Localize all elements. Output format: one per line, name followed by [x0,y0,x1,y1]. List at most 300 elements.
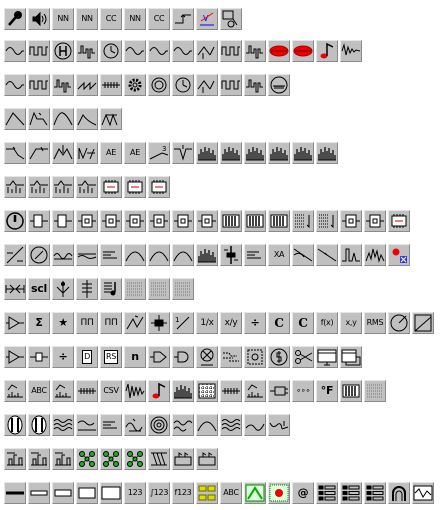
integrator-button[interactable] [148,312,170,334]
recorder-button[interactable] [4,380,26,402]
constant-label: C [274,316,284,330]
network-node-button[interactable] [52,8,74,30]
n-counter-label: n [131,350,139,363]
module-icon [173,211,193,231]
amplifier-button[interactable] [4,312,26,334]
comparator-button[interactable] [148,346,170,368]
grid-icon [197,381,217,401]
x-over-y-button[interactable] [220,312,242,334]
playback-button[interactable] [52,380,74,402]
window-bracket-2-button[interactable] [196,448,218,470]
ap-icon [77,143,97,163]
waveform-button[interactable] [124,380,146,402]
notch-button[interactable] [172,142,194,164]
fahrenheit-button[interactable] [316,380,338,402]
network-2-button[interactable] [100,448,122,470]
graph-icon [29,449,49,469]
numeric-f123-b-button[interactable] [172,482,194,504]
spectrum-5-button[interactable] [292,142,314,164]
dots-line-button[interactable] [292,380,314,402]
rect-thin-button[interactable] [28,482,50,504]
music-note-button[interactable] [316,40,338,62]
rect-medium-button[interactable] [52,482,74,504]
color-code-b-button[interactable] [148,8,170,30]
window-button[interactable] [340,346,362,368]
scale-button[interactable] [28,278,50,300]
constant-2-label: C [298,316,308,330]
chip-3-button[interactable] [148,176,170,198]
rampup-icon [197,41,217,61]
envelope-multi-button[interactable] [100,108,122,130]
amp-icon [5,347,25,367]
divider-button[interactable] [52,346,74,368]
rdot-icon [269,483,289,503]
third-octave-button[interactable] [148,142,170,164]
numeric-f123-label: ∫123 [149,488,169,497]
chip-1-button[interactable] [100,176,122,198]
filterbank-2-button[interactable] [28,176,50,198]
lines-button[interactable] [100,244,122,266]
line-thick-button[interactable] [4,482,26,504]
pulse-2-button[interactable] [52,74,74,96]
peakw-icon [341,245,361,265]
waves-icon [53,415,73,435]
lines-icon [101,245,121,265]
wave-line-button[interactable] [100,414,122,436]
filterbank-3-button[interactable] [52,176,74,198]
network-node-multi-label: NN [81,14,93,23]
note-icon [317,41,337,61]
function-button[interactable] [316,312,338,334]
bars-icon [197,245,217,265]
saw-icon [77,75,97,95]
color-code-button[interactable] [100,8,122,30]
square-2-button[interactable] [28,74,50,96]
square-icon [29,75,49,95]
triangle-pair-label: XA [273,250,285,259]
ticks-3-button[interactable] [220,380,242,402]
sum-button[interactable] [28,312,50,334]
pi-pi-button[interactable] [76,312,98,334]
atten-icon [173,313,193,333]
arch-icon [125,245,145,265]
spectrum-3-button[interactable] [244,142,266,164]
envelope-adsr-button[interactable] [28,108,50,130]
delay-icon [53,211,73,231]
spiral-2-button[interactable] [148,74,170,96]
module-3-button[interactable] [124,210,146,232]
decay-wave-button[interactable] [340,40,362,62]
diagonal-wave-button[interactable] [292,244,314,266]
lowpass-button[interactable] [4,142,26,164]
equalizer-button[interactable] [100,142,122,164]
bandpass-button[interactable] [52,142,74,164]
wave-arch-3-button[interactable] [172,244,194,266]
highpass-button[interactable] [28,142,50,164]
csv-button[interactable] [100,380,122,402]
dots-icon [149,279,169,299]
squiggle-icon [173,415,193,435]
green-arrow-button[interactable] [244,482,266,504]
bars-icon [221,143,241,163]
blank-3-button[interactable] [172,278,194,300]
module-icon [125,211,145,231]
abc-label: ABC [31,386,47,395]
list-3-button[interactable] [364,482,386,504]
wbracket-icon [173,449,193,469]
module-5-button[interactable] [172,210,194,232]
module-icon [341,211,361,231]
bars-icon [173,381,193,401]
sine-b-button[interactable] [124,40,146,62]
amp-icon [5,313,25,333]
colordot-icon [389,245,409,265]
lp-icon [5,143,25,163]
blank-1-button[interactable] [124,278,146,300]
rack-3-button[interactable] [268,210,290,232]
rect-xl-button[interactable] [100,482,122,504]
chip-2-button[interactable] [124,176,146,198]
arch-icon [173,245,193,265]
microphone-button[interactable] [4,8,26,30]
bracket-icon [5,415,25,435]
lips-red-button[interactable] [268,40,290,62]
triangle-pair-button[interactable] [268,244,290,266]
colored-dot-button[interactable] [388,244,410,266]
delay-button[interactable] [28,210,50,232]
stopwatch-2-button[interactable] [172,74,194,96]
envelope-peak-button[interactable] [52,108,74,130]
diode-button[interactable] [28,346,50,368]
h-bridge-button[interactable] [52,40,74,62]
plug-button[interactable] [268,380,290,402]
gear-icon [125,75,145,95]
fb-icon [5,177,25,197]
constant-button[interactable] [268,312,290,334]
rs-flipflop-button[interactable] [100,346,122,368]
spectrum-6-button[interactable] [316,142,338,164]
fb-icon [53,177,73,197]
waves-stack-button[interactable] [52,414,74,436]
garrow-icon [245,483,265,503]
d-flipflop-button[interactable] [76,346,98,368]
grid-display-button[interactable] [196,380,218,402]
rack-2-button[interactable] [244,210,266,232]
ticks-2-button[interactable] [100,74,122,96]
monitor-icon [317,347,337,367]
xy-label: x,y [345,318,357,327]
rms-button[interactable] [364,312,386,334]
divider-label: ÷ [58,350,68,363]
yellow-blocks-button[interactable] [196,482,218,504]
graph-3-button[interactable] [52,448,74,470]
wave-arch-2-button[interactable] [148,244,170,266]
oscilloscope-probe-button[interactable] [220,8,242,30]
sawtooth-2-button[interactable] [76,74,98,96]
power-button[interactable] [4,210,26,232]
notes-icon [101,279,121,299]
divide-button[interactable] [244,312,266,334]
env1-icon [5,109,25,129]
histogram-button[interactable] [196,244,218,266]
noise-button[interactable] [364,244,386,266]
module-4-button[interactable] [148,210,170,232]
x-over-y-label: x/y [224,318,238,328]
hcircle-icon [53,41,73,61]
filterbank-4-button[interactable] [76,176,98,198]
music-note-2-button[interactable] [148,380,170,402]
square-2b-button[interactable] [220,74,242,96]
pattern-button[interactable] [220,346,242,368]
merge-button[interactable] [76,278,98,300]
reciprocal-label: 1/x [200,318,214,328]
rect3-icon [77,483,97,503]
wave-bump-button[interactable] [244,414,266,436]
sine-icon [5,75,25,95]
flash-button[interactable] [244,346,266,368]
ramp-up-button[interactable] [196,40,218,62]
numeric-f123-b-label: f123 [174,488,192,497]
wave-step-button[interactable] [76,414,98,436]
slope-button[interactable] [316,244,338,266]
spectrum-4-button[interactable] [268,142,290,164]
sine-icon [149,41,169,61]
dots-panel-button[interactable] [364,380,386,402]
bracket-red-button[interactable] [28,414,50,436]
and-gate-button[interactable] [172,346,194,368]
spiral-icon [149,75,169,95]
network-node-b-button[interactable] [124,8,146,30]
diff-icon [125,313,145,333]
voltage-meter-button[interactable] [196,8,218,30]
square-button[interactable] [28,40,50,62]
pulse-button[interactable] [76,40,98,62]
bars-icon [197,143,217,163]
triangle-box-button[interactable] [412,312,434,334]
histogram-2-button[interactable] [172,380,194,402]
cancel-icon [197,347,217,367]
plug-icon [269,381,289,401]
rings-icon [149,415,169,435]
ring-button[interactable] [28,244,50,266]
bars-icon [269,143,289,163]
sum-label: Σ [35,316,43,329]
pulse-b-button[interactable] [244,40,266,62]
envelope-decay-button[interactable] [76,108,98,130]
network-node-multi-button[interactable] [76,8,98,30]
speaker-button[interactable] [28,8,50,30]
noise-icon [365,245,385,265]
split-button[interactable] [52,278,74,300]
n-counter-button[interactable] [124,346,146,368]
blank-2-button[interactable] [148,278,170,300]
stripes-icon [149,449,169,469]
scope-icon [413,483,433,503]
peak-wave-button[interactable] [340,244,362,266]
clock-icon [173,75,193,95]
bracket-icon [29,415,49,435]
recorder-icon [5,381,25,401]
cancel-button[interactable] [196,346,218,368]
recorder-icon [53,381,73,401]
color-code-b-label: CC [153,14,165,23]
angle-icon [389,313,409,333]
rms-label: RMS [366,318,384,327]
module-2-button[interactable] [100,210,122,232]
network-3-button[interactable] [124,448,146,470]
abc-button[interactable] [28,380,50,402]
delay-2-button[interactable] [52,210,74,232]
integ-icon [149,313,169,333]
gear-2-button[interactable] [124,74,146,96]
dish-2-button[interactable] [268,74,290,96]
numeric-123-button[interactable] [124,482,146,504]
scope-button[interactable] [412,482,434,504]
sine-2-button[interactable] [4,74,26,96]
xy-button[interactable] [340,312,362,334]
equalizer-2-button[interactable] [124,142,146,164]
arch-gate-button[interactable] [388,482,410,504]
rings-button[interactable] [148,414,170,436]
red-dot-box-button[interactable] [268,482,290,504]
wave-hill-button[interactable] [196,414,218,436]
list-1-button[interactable] [316,482,338,504]
reciprocal-button[interactable] [196,312,218,334]
rect4-icon [101,483,121,503]
merge-icon [77,279,97,299]
clock-icon [101,41,121,61]
at-sign-button[interactable] [292,482,314,504]
delay-icon [29,211,49,231]
bars-icon [245,143,265,163]
connector-button[interactable] [4,278,26,300]
lips-red-b-button[interactable] [292,40,314,62]
filterbank-1-button[interactable] [4,176,26,198]
matrix-2-button[interactable] [316,210,338,232]
allpass-button[interactable] [76,142,98,164]
conn-icon [5,279,25,299]
rack-4-button[interactable] [340,380,362,402]
module-8-button[interactable] [364,210,386,232]
slope-icon [317,245,337,265]
wave-sine-button[interactable] [124,414,146,436]
yblocks-icon [197,483,217,503]
wave-flat-button[interactable] [76,244,98,266]
notes-button[interactable] [100,278,122,300]
list-2-button[interactable] [340,482,362,504]
sine-d-button[interactable] [172,40,194,62]
pi-pi-label: ΠΠ [80,318,94,328]
network-green-button[interactable] [76,448,98,470]
mixer-button[interactable] [220,244,242,266]
module-icon [101,211,121,231]
bracket-blue-button[interactable] [4,414,26,436]
rect-large-button[interactable] [76,482,98,504]
divide-label: ÷ [250,316,260,329]
matrix-icon [317,211,337,231]
multiply-button[interactable] [52,312,74,334]
spectrum-1-button[interactable] [196,142,218,164]
notch-icon [173,143,193,163]
crossfade-button[interactable] [244,244,266,266]
sine-c-button[interactable] [148,40,170,62]
pi-pi-2-label: ΠΠ [104,318,118,328]
wave-wide-button[interactable] [52,244,74,266]
chip-icon [125,177,145,197]
spectrum-2-button[interactable] [220,142,242,164]
graph-1-button[interactable] [4,448,26,470]
numeric-f123-button[interactable] [148,482,170,504]
gain-button[interactable] [4,244,26,266]
ramp-up-2-button[interactable] [196,74,218,96]
waves-double-button[interactable] [220,414,242,436]
multiply-label: ★ [58,316,68,329]
rect1-icon [29,483,49,503]
env2-icon [29,109,49,129]
graph-2-button[interactable] [28,448,50,470]
abc-box-button[interactable] [220,482,242,504]
pulse-2b-button[interactable] [244,74,266,96]
module-9-button[interactable] [388,210,410,232]
scissors-button[interactable] [292,346,314,368]
envelope-attack-button[interactable] [4,108,26,130]
sine-icon [173,41,193,61]
lines-icon [101,415,121,435]
mixer-icon [221,245,241,265]
sine-button[interactable] [4,40,26,62]
module-1-button[interactable] [76,210,98,232]
window-bracket-button[interactable] [172,448,194,470]
ticker-button[interactable] [76,380,98,402]
attenuator-button[interactable] [172,312,194,334]
dollar-button[interactable] [268,346,290,368]
angle-button[interactable] [388,312,410,334]
module-6-button[interactable] [196,210,218,232]
sine-icon [125,41,145,61]
recorder-2-button[interactable] [244,380,266,402]
differentiator-button[interactable] [124,312,146,334]
wave-arrow-button[interactable] [268,414,290,436]
wave2-icon [53,245,73,265]
pi-pi-2-button[interactable] [100,312,122,334]
clock-button[interactable] [100,40,122,62]
rack-icon [221,211,241,231]
rack-1-button[interactable] [220,210,242,232]
module-icon [77,211,97,231]
square-b-button[interactable] [220,40,242,62]
color-code-label: CC [105,14,117,23]
dollar-icon [269,347,289,367]
netgreen-icon [101,449,121,469]
module-icon [197,211,217,231]
stripes-button[interactable] [148,448,170,470]
wave-arch-button[interactable] [124,244,146,266]
pulse-icon [53,75,73,95]
step-input-button[interactable] [172,8,194,30]
constant-2-button[interactable] [292,312,314,334]
matrix-1-button[interactable] [292,210,314,232]
bp-icon [53,143,73,163]
module-7-button[interactable] [340,210,362,232]
dots-icon [173,279,193,299]
volt-icon [197,9,217,29]
monitor-button[interactable] [316,346,338,368]
lips-icon [269,41,289,61]
buffer-button[interactable] [4,346,26,368]
env4-icon [77,109,97,129]
wave-squiggle-button[interactable] [172,414,194,436]
wave3-icon [77,245,97,265]
